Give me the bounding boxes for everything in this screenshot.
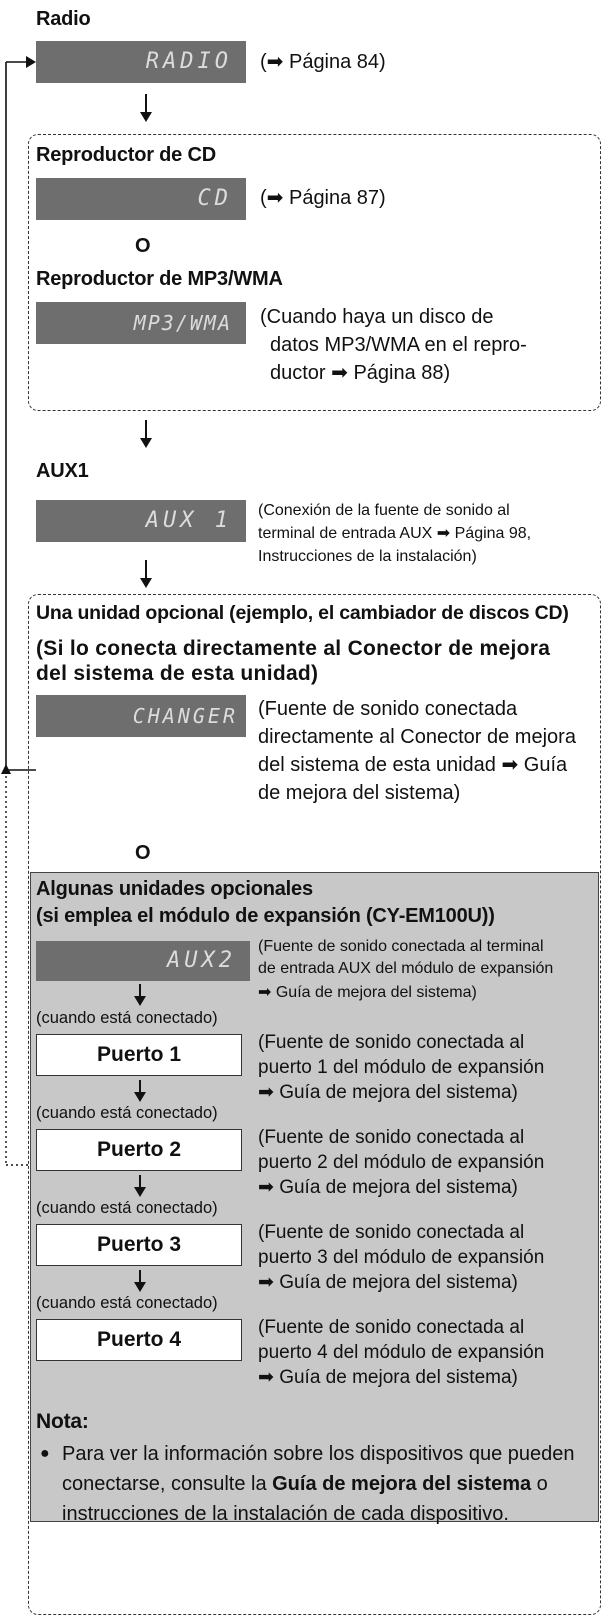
aux2-ref-line-1: (Fuente de sonido conectada al terminal xyxy=(258,938,544,955)
changer-ref-line-1: (Fuente de sonido conectada xyxy=(258,698,518,720)
note-line-2-text: conectarse, consulte la xyxy=(62,1473,273,1495)
aux1-heading: AUX1 xyxy=(36,460,89,482)
port-4-ref-line-3: ➡ Guía de mejora del sistema) xyxy=(258,1367,518,1388)
mp3-ref-line-3: ductor ➡ Página 88) xyxy=(270,362,451,384)
changer-display: CHANGER xyxy=(36,695,246,737)
port-1-ref-line-2: puerto 1 del módulo de expansión xyxy=(258,1057,545,1078)
aux1-ref-line-1: (Conexión de la fuente de sonido al xyxy=(258,502,510,519)
port-1-box: Puerto 1 xyxy=(36,1034,242,1076)
mp3-ref-line-2: datos MP3/WMA en el repro- xyxy=(270,334,527,356)
down-arrow xyxy=(139,984,141,1004)
down-arrow xyxy=(145,420,147,446)
port-2-ref-line-2: puerto 2 del módulo de expansión xyxy=(258,1152,545,1173)
port-3-box: Puerto 3 xyxy=(36,1224,242,1266)
system-guide-reference: Guía de mejora del sistema xyxy=(272,1473,532,1495)
changer-ref-line-3: del sistema de esta unidad ➡ Guía xyxy=(258,754,568,776)
mp3-ref-line-1: (Cuando haya un disco de xyxy=(260,306,494,328)
note-line-2-end: o xyxy=(531,1473,548,1495)
down-arrow xyxy=(139,1175,141,1195)
expansion-heading-line-1: Algunas unidades opcionales xyxy=(36,878,313,900)
changer-ref-line-2: directamente al Conector de mejora xyxy=(258,726,576,748)
optional-sub-line-1: (Si lo conecta directamente al Conector de mejora xyxy=(36,637,551,660)
note-line-2 xyxy=(62,1472,548,1496)
note-heading: Nota: xyxy=(36,1410,89,1433)
port-2-ref-line-3: ➡ Guía de mejora del sistema) xyxy=(258,1177,518,1198)
note-line-1: Para ver la información sobre los dispositivos que pueden xyxy=(62,1443,575,1465)
port-2-box: Puerto 2 xyxy=(36,1129,242,1171)
cd-heading: Reproductor de CD xyxy=(36,144,216,166)
port-1-ref-line-1: (Fuente de sonido conectada al xyxy=(258,1032,525,1053)
note-bullet: ● xyxy=(40,1445,50,1462)
down-arrow xyxy=(139,1080,141,1100)
radio-page-ref: (➡ Página 84) xyxy=(260,51,386,73)
or-label: O xyxy=(135,235,151,257)
cd-page-ref: (➡ Página 87) xyxy=(260,187,386,209)
port-3-ref-line-1: (Fuente de sonido conectada al xyxy=(258,1222,525,1243)
port-3-ref-line-3: ➡ Guía de mejora del sistema) xyxy=(258,1272,518,1293)
mp3-display: MP3/WMA xyxy=(36,302,246,344)
port-4-ref-line-1: (Fuente de sonido conectada al xyxy=(258,1317,525,1338)
connected-label: (cuando está conectado) xyxy=(36,1009,218,1027)
port-1-ref-line-3: ➡ Guía de mejora del sistema) xyxy=(258,1082,518,1103)
aux2-display: AUX2 xyxy=(36,941,250,981)
connected-label: (cuando está conectado) xyxy=(36,1104,218,1122)
aux1-ref-line-2: terminal de entrada AUX ➡ Página 98, xyxy=(258,525,532,542)
aux1-display: AUX 1 xyxy=(36,500,246,542)
radio-display: RADIO xyxy=(36,41,246,83)
port-2-ref-line-1: (Fuente de sonido conectada al xyxy=(258,1127,525,1148)
radio-heading: Radio xyxy=(36,8,91,30)
port-4-ref-line-2: puerto 4 del módulo de expansión xyxy=(258,1342,545,1363)
down-arrow xyxy=(145,94,147,120)
port-4-box: Puerto 4 xyxy=(36,1319,242,1361)
down-arrow xyxy=(139,1270,141,1290)
expansion-heading-line-2: (si emplea el módulo de expansión (CY-EM100U)) xyxy=(36,905,495,927)
or-label: O xyxy=(135,842,151,864)
down-arrow xyxy=(145,560,147,586)
aux2-ref-line-3: ➡ Guía de mejora del sistema) xyxy=(258,984,477,1001)
aux1-ref-line-3: Instrucciones de la instalación) xyxy=(258,548,477,565)
cd-display: CD xyxy=(36,178,246,220)
changer-ref-line-4: de mejora del sistema) xyxy=(258,782,461,804)
optional-heading: Una unidad opcional (ejemplo, el cambiador de discos CD) xyxy=(36,602,569,624)
note-line-3: instrucciones de la instalación de cada dispositivo. xyxy=(62,1503,509,1525)
mp3-heading: Reproductor de MP3/WMA xyxy=(36,268,283,290)
optional-sub-line-2: del sistema de esta unidad) xyxy=(36,662,319,685)
aux2-ref-line-2: de entrada AUX del módulo de expansión xyxy=(258,960,554,977)
connected-label: (cuando está conectado) xyxy=(36,1294,218,1312)
port-3-ref-line-2: puerto 3 del módulo de expansión xyxy=(258,1247,545,1268)
connected-label: (cuando está conectado) xyxy=(36,1199,218,1217)
